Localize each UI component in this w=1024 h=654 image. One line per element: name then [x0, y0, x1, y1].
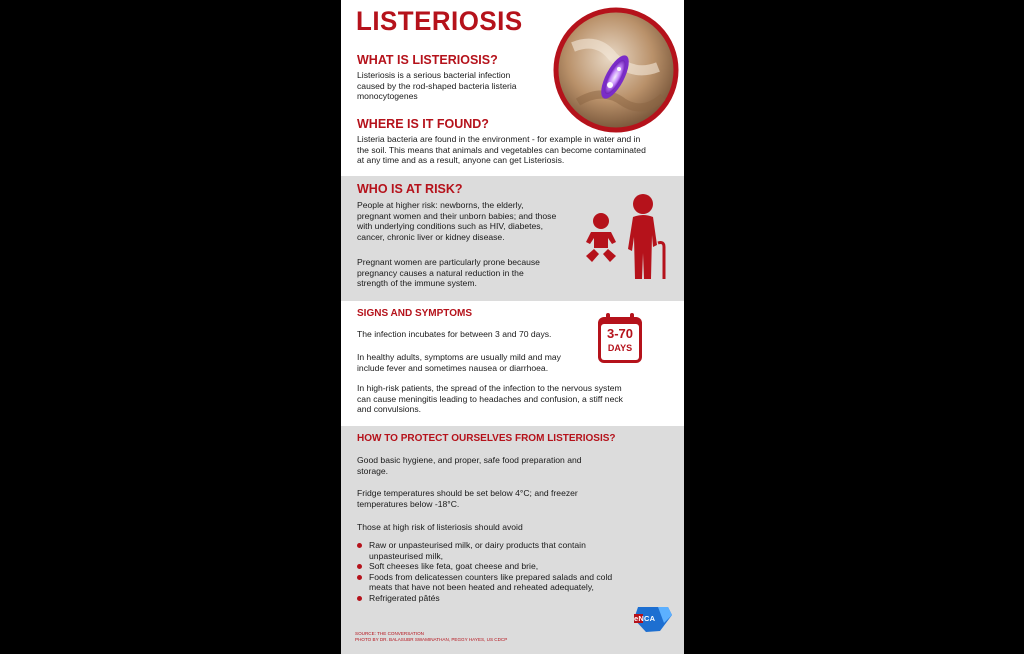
list-item: Raw or unpasteurised milk, or dairy products that contain unpasteurised milk, — [357, 540, 647, 561]
risk-text-1: People at higher risk: newborns, the elderly, pregnant women and their unborn babies; and those with underlying conditions such as HIV, diabetes, cancer, chronic liver or kidney disease. — [357, 200, 557, 242]
where-text: Listeria bacteria are found in the environment - for example in water and in the soil. This means that animals and vegetables can become contaminated at any time and as a result, anyone can get Listeriosis. — [357, 134, 646, 166]
list-item: Soft cheeses like feta, goat cheese and brie, — [357, 561, 647, 572]
calendar-range: 3-70 — [606, 326, 634, 341]
risk-text-2: Pregnant women are particularly prone because pregnancy causes a natural reduction in the strength of the immune system. — [357, 257, 540, 289]
bacteria-photo — [553, 7, 679, 133]
section-protect — [341, 426, 684, 654]
signs-heading: SIGNS AND SYMPTOMS — [357, 308, 473, 319]
where-heading: WHERE IS IT FOUND? — [357, 117, 489, 131]
protect-text-1: Good basic hygiene, and proper, safe food preparation and storage. — [357, 455, 582, 476]
risk-heading: WHO IS AT RISK? — [357, 182, 463, 196]
enca-logo-text: eNCA — [634, 614, 656, 623]
infographic-page — [341, 0, 684, 654]
baby-icon — [583, 212, 619, 264]
what-heading: WHAT IS LISTERIOSIS? — [357, 53, 498, 67]
what-text: Listeriosis is a serious bacterial infection caused by the rod-shaped bacteria listeria monocytogenes — [357, 70, 517, 102]
section-risk — [341, 176, 684, 301]
section-signs — [341, 301, 684, 426]
list-item: Foods from delicatessen counters like prepared salads and cold meats that have not been heated and reheated adequately, — [357, 572, 647, 593]
signs-text-1: The infection incubates for between 3 and 70 days. — [357, 329, 552, 339]
elderly-person-icon — [623, 193, 667, 281]
avoid-list — [357, 540, 647, 604]
signs-text-3: In high-risk patients, the spread of the infection to the nervous system can cause meningitis leading to headaches and confusion, a stiff neck and convulsions. — [357, 383, 623, 415]
calendar-unit: DAYS — [607, 343, 633, 353]
protect-text-2: Fridge temperatures should be set below 4°C; and freezer temperatures below -18°C. — [357, 488, 578, 509]
protect-text-3: Those at high risk of listeriosis should avoid — [357, 522, 523, 532]
protect-heading: HOW TO PROTECT OURSELVES FROM LISTERIOSIS? — [357, 433, 616, 444]
signs-text-2: In healthy adults, symptoms are usually mild and may include fever and sometimes nausea or diarrhoea. — [357, 352, 561, 373]
section-intro — [341, 0, 684, 176]
page-title: LISTERIOSIS — [356, 6, 523, 36]
calendar-icon — [598, 313, 642, 363]
list-item: Refrigerated pâtés — [357, 593, 647, 604]
source-credit: SOURCE: THE CONVERSATION PHOTO BY DR. BALASUBR SWAMINATHAN, PEGGY HAYES, US CDCP — [355, 631, 508, 642]
